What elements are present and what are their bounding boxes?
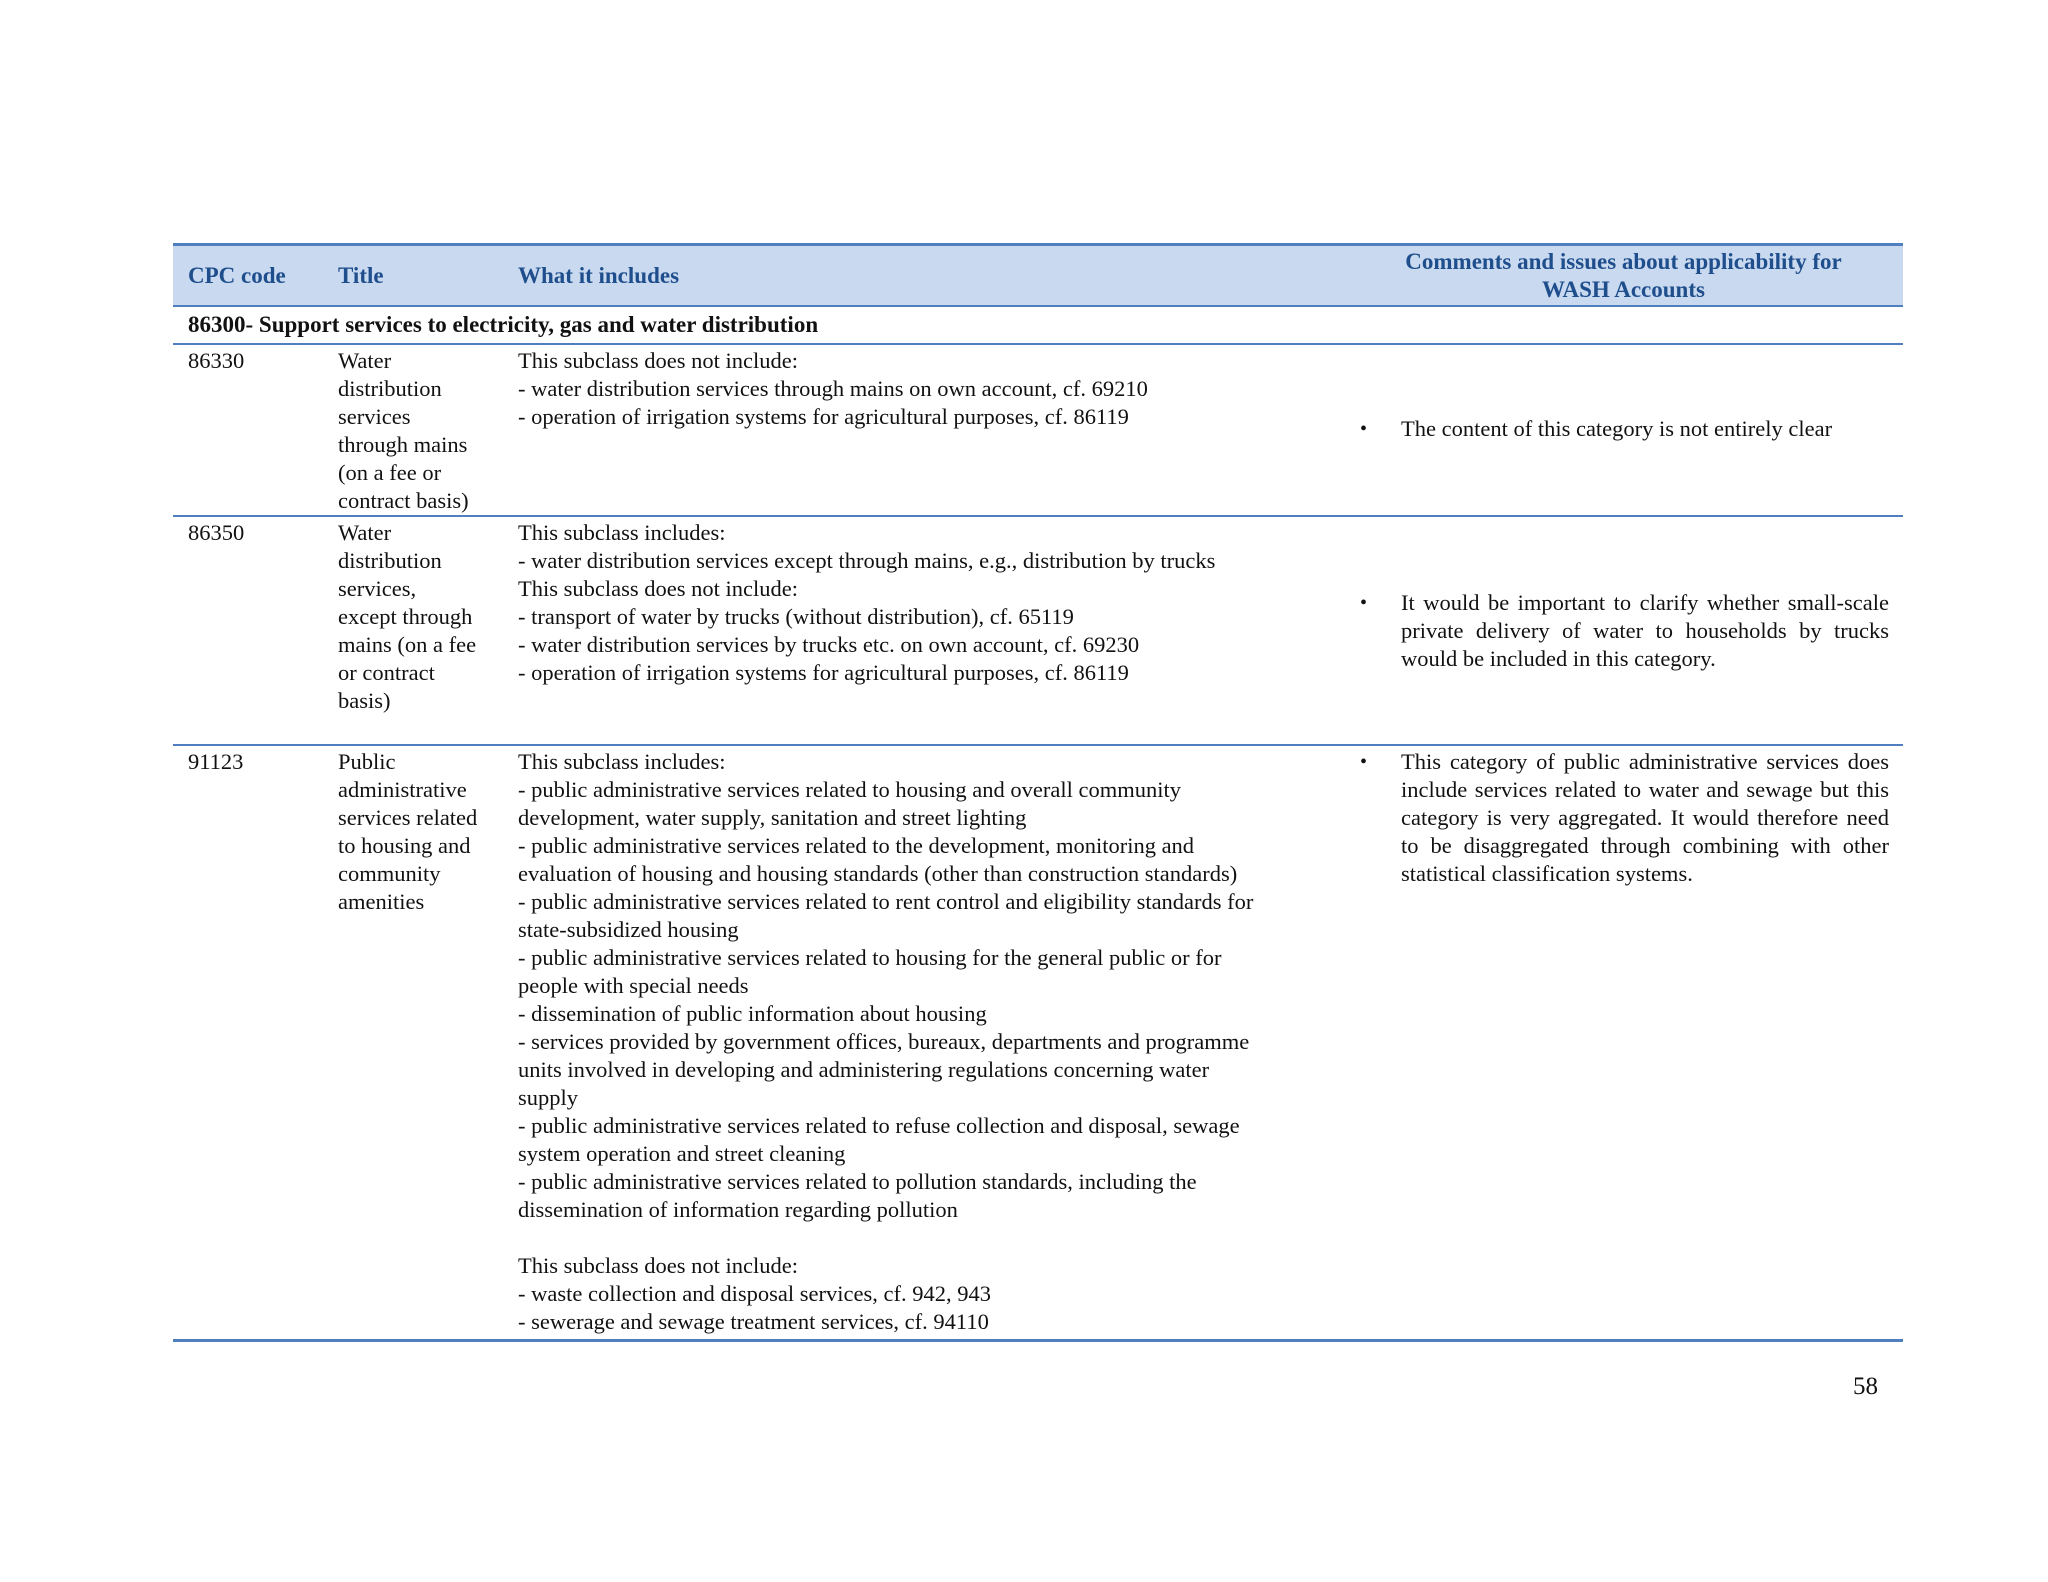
bullet-icon: •: [1360, 592, 1368, 614]
section-heading: 86300- Support services to electricity, gas and water distribution: [173, 307, 1903, 345]
title-line: community: [338, 861, 441, 886]
title-line: Water: [338, 348, 392, 373]
title-line: contract basis): [338, 488, 469, 513]
bullet-icon: •: [1360, 418, 1368, 440]
includes-line: development, water supply, sanitation and street lighting: [518, 805, 1027, 830]
comment-item: [1358, 589, 1889, 673]
includes-line: This subclass includes:: [518, 520, 726, 545]
table-row: [173, 746, 1903, 1339]
includes-line: - transport of water by trucks (without distribution), cf. 65119: [518, 604, 1074, 629]
comment-item: [1358, 415, 1889, 443]
row-title: [323, 517, 503, 744]
title-line: services: [338, 404, 411, 429]
header-what-it-includes: What it includes: [518, 262, 680, 288]
bullet-icon: •: [1360, 751, 1368, 773]
paragraph-spacer: [518, 1224, 1332, 1252]
includes-line: - operation of irrigation systems for agricultural purposes, cf. 86119: [518, 660, 1129, 685]
title-line: except through: [338, 604, 473, 629]
table-header: [173, 246, 1903, 307]
title-line: basis): [338, 688, 391, 713]
table-row: [173, 517, 1903, 746]
includes-line: state-subsidized housing: [518, 917, 739, 942]
row-includes: [503, 517, 1340, 744]
title-line: distribution: [338, 548, 442, 573]
includes-line: - water distribution services through mains on own account, cf. 69210: [518, 376, 1148, 401]
row-title: [323, 345, 503, 515]
includes-line: - dissemination of public information about housing: [518, 1001, 987, 1026]
row-title: [323, 746, 503, 1339]
title-line: amenities: [338, 889, 425, 914]
row-comments: [1340, 517, 1903, 744]
includes-line: - operation of irrigation systems for agricultural purposes, cf. 86119: [518, 404, 1129, 429]
includes-line: - public administrative services related to refuse collection and disposal, sewage: [518, 1113, 1240, 1138]
title-line: to housing and: [338, 833, 471, 858]
title-line: (on a fee or: [338, 460, 442, 485]
includes-line: - services provided by government offices, bureaux, departments and programme: [518, 1029, 1250, 1054]
row-comments: [1340, 746, 1903, 1339]
title-line: mains (on a fee: [338, 632, 477, 657]
includes-line: - water distribution services by trucks etc. on own account, cf. 69230: [518, 632, 1140, 657]
row-includes: [503, 746, 1340, 1339]
includes-line: - public administrative services related to the development, monitoring and: [518, 833, 1195, 858]
comment-text: It would be important to clarify whether small-scale private delivery of water to households by trucks would be included in this category.: [1401, 590, 1889, 671]
includes-line: - water distribution services except through mains, e.g., distribution by trucks: [518, 548, 1216, 573]
excludes-line: - waste collection and disposal services, cf. 942, 943: [518, 1281, 991, 1306]
title-line: Public: [338, 749, 396, 774]
includes-line: - public administrative services related to housing for the general public or for: [518, 945, 1222, 970]
includes-line: units involved in developing and administering regulations concerning water: [518, 1057, 1210, 1082]
comment-text: The content of this category is not entirely clear: [1401, 416, 1833, 441]
title-line: or contract: [338, 660, 435, 685]
excludes-line: - sewerage and sewage treatment services, cf. 94110: [518, 1309, 989, 1334]
includes-line: This subclass does not include:: [518, 348, 798, 373]
includes-line: - public administrative services related to housing and overall community: [518, 777, 1181, 802]
header-comments-line-2: WASH Accounts: [1542, 276, 1705, 302]
includes-line: - public administrative services related to pollution standards, including the: [518, 1169, 1197, 1194]
page-number: 58: [1853, 1373, 1878, 1400]
includes-line: This subclass does not include:: [518, 576, 798, 601]
excludes-line: This subclass does not include:: [518, 1253, 798, 1278]
includes-line: people with special needs: [518, 973, 749, 998]
comment-text: This category of public administrative services does include services related to water and sewage but this category is very aggregated. It would therefore need to be disaggregated through combining with other statistical classification systems.: [1401, 749, 1889, 886]
header-comments-line-1: Comments and issues about applicability for: [1405, 248, 1842, 274]
title-line: Water: [338, 520, 392, 545]
title-line: through mains: [338, 432, 468, 457]
row-comments: [1340, 345, 1903, 515]
header-title: Title: [338, 262, 384, 288]
includes-line: system operation and street cleaning: [518, 1141, 846, 1166]
includes-line: evaluation of housing and housing standards (other than construction standards): [518, 861, 1238, 886]
row-cpc-code: 86330: [188, 348, 245, 373]
title-line: administrative: [338, 777, 467, 802]
comment-item: [1358, 748, 1889, 888]
includes-line: supply: [518, 1085, 579, 1110]
title-line: distribution: [338, 376, 442, 401]
row-cpc-code: 86350: [188, 520, 245, 545]
header-cpc-code: CPC code: [188, 262, 286, 288]
row-includes: [503, 345, 1340, 515]
includes-line: - public administrative services related to rent control and eligibility standards for: [518, 889, 1254, 914]
table-row: [173, 345, 1903, 517]
header-comments: [1340, 248, 1903, 304]
includes-line: dissemination of information regarding pollution: [518, 1197, 958, 1222]
includes-line: This subclass includes:: [518, 749, 726, 774]
row-cpc-code: 91123: [188, 749, 244, 774]
title-line: services related: [338, 805, 478, 830]
cpc-table: [173, 243, 1903, 1342]
title-line: services,: [338, 576, 417, 601]
